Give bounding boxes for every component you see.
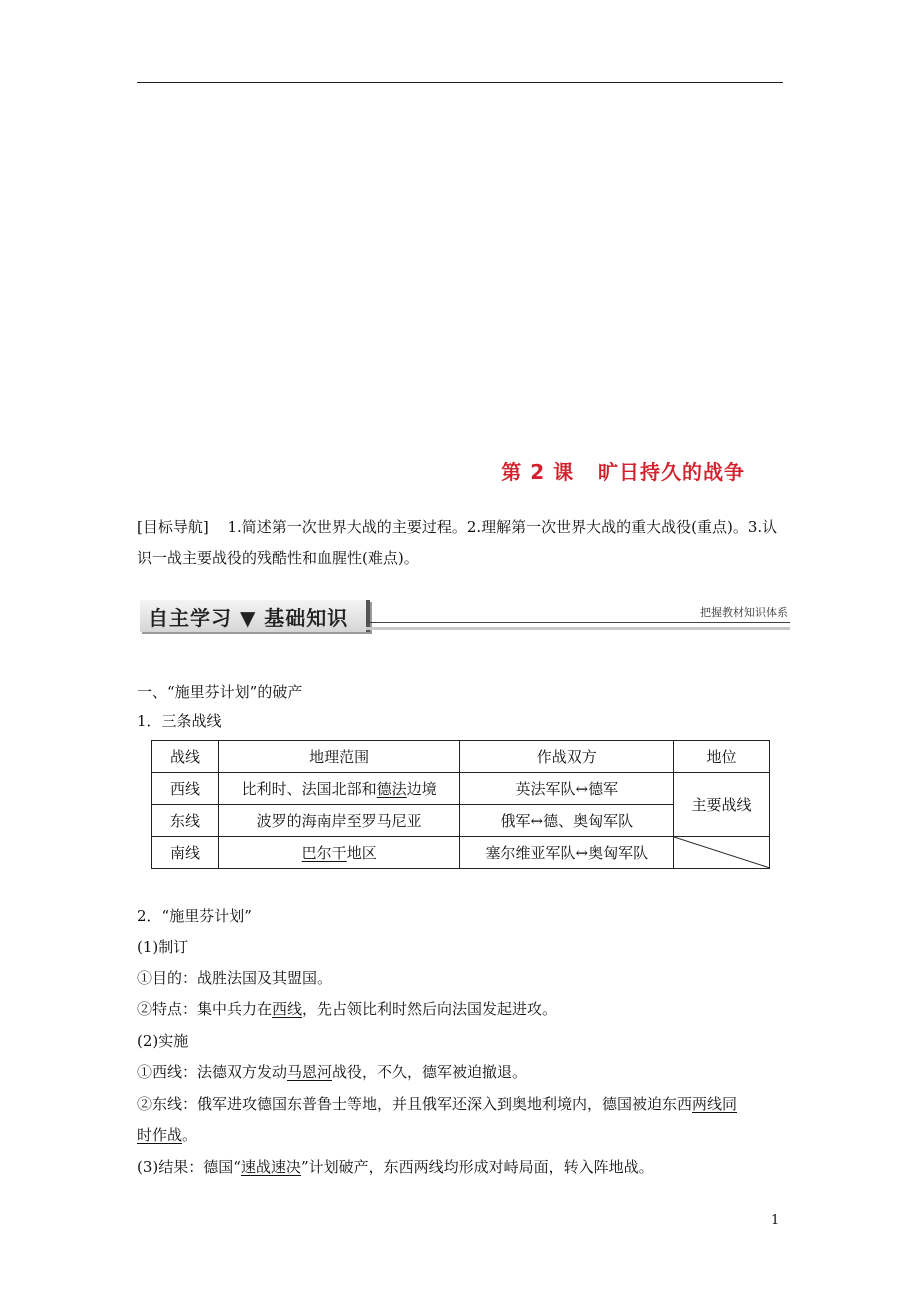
table-header: 地位: [674, 741, 770, 773]
lesson-title: [0, 456, 745, 485]
text-span: (3)结果：德国“: [137, 1158, 241, 1176]
front-sides: 塞尔维亚军队↔奥匈军队: [460, 837, 674, 869]
text-span: 战役，不久，德军被迫撤退。: [332, 1063, 528, 1081]
eastern-front-item-cont: [137, 1124, 197, 1145]
empty-status-cell: [674, 837, 770, 869]
section2-heading: 2．“施里芬计划”: [137, 907, 252, 925]
table-header: 地理范围: [218, 741, 460, 773]
diagonal-slash: [674, 837, 770, 868]
front-status: 主要战线: [674, 773, 770, 837]
range-text: 波罗的海南岸至罗马尼亚: [256, 812, 422, 830]
table-row: [152, 773, 770, 805]
table-header-row: [152, 741, 770, 773]
banner-subtitle: 把握教材知识体系: [700, 606, 788, 619]
battle-lines-table: [151, 740, 770, 869]
text-span: ”计划破产，东西两线均形成对峙局面，转入阵地战。: [300, 1158, 654, 1176]
header-rule: [137, 82, 783, 83]
table-header: 作战双方: [460, 741, 674, 773]
banner-title: 自主学习 ▼ 基础知识: [148, 606, 349, 630]
lesson-number: 第 2 课: [501, 460, 575, 484]
banner-rule-shadow: [366, 627, 790, 630]
result-item: [137, 1156, 654, 1177]
lesson-name: 旷日持久的战争: [598, 460, 745, 484]
text-span: 。: [182, 1126, 198, 1144]
table-row: [152, 837, 770, 869]
sub-heading-implement: (2)实施: [137, 1032, 189, 1050]
front-range: [218, 805, 460, 837]
front-range: [218, 837, 460, 869]
banner-rule: [366, 622, 790, 623]
goals-text: 1.简述第一次世界大战的主要过程。2.理解第一次世界大战的重大战役(重点)。3.认识一战主要战役的残酷性和血腥性(难点)。: [137, 518, 778, 567]
underlined-term: 速战速决: [240, 1158, 301, 1176]
western-front-item: [137, 1061, 527, 1082]
goals-label: [目标导航]: [137, 518, 209, 536]
underlined-term: 两线同: [692, 1095, 738, 1113]
section1-sub-heading: 1．三条战线: [137, 712, 222, 730]
range-text: 比利时、法国北部和: [241, 780, 377, 798]
section-banner: [140, 600, 790, 638]
text-span: ①西线：法德双方发动: [137, 1063, 288, 1081]
front-sides: 俄军↔德、奥匈军队: [460, 805, 674, 837]
table-header: 战线: [152, 741, 219, 773]
underlined-term: 时作战: [137, 1126, 183, 1144]
feature-item: [137, 998, 557, 1019]
text-span: ②东线：俄军进攻德国东普鲁士等地，并且俄军还深入到奥地利境内，德国被迫东西: [137, 1095, 693, 1113]
section1-heading: 一、“施里芬计划”的破产: [137, 683, 303, 701]
front-sides: 英法军队↔德军: [460, 773, 674, 805]
range-underlined: 德法: [376, 780, 407, 798]
front-range: [218, 773, 460, 805]
sub-heading-formulate: (1)制订: [137, 938, 189, 956]
front-name: 西线: [152, 773, 219, 805]
banner-box: [140, 600, 370, 632]
underlined-term: 西线: [272, 1000, 303, 1018]
text-span: ②特点：集中兵力在: [137, 1000, 273, 1018]
learning-goals: [137, 512, 789, 574]
text-span: ，先占领比利时然后向法国发起进攻。: [302, 1000, 558, 1018]
underlined-term: 马恩河: [287, 1063, 333, 1081]
front-name: 南线: [152, 837, 219, 869]
range-text: 地区: [346, 844, 377, 862]
goal-item: ①目的：战胜法国及其盟国。: [137, 969, 333, 987]
eastern-front-item: [137, 1093, 737, 1114]
range-underlined: 巴尔干: [301, 844, 347, 862]
range-text: 边境: [406, 780, 437, 798]
front-name: 东线: [152, 805, 219, 837]
page-number: 1: [771, 1213, 780, 1228]
